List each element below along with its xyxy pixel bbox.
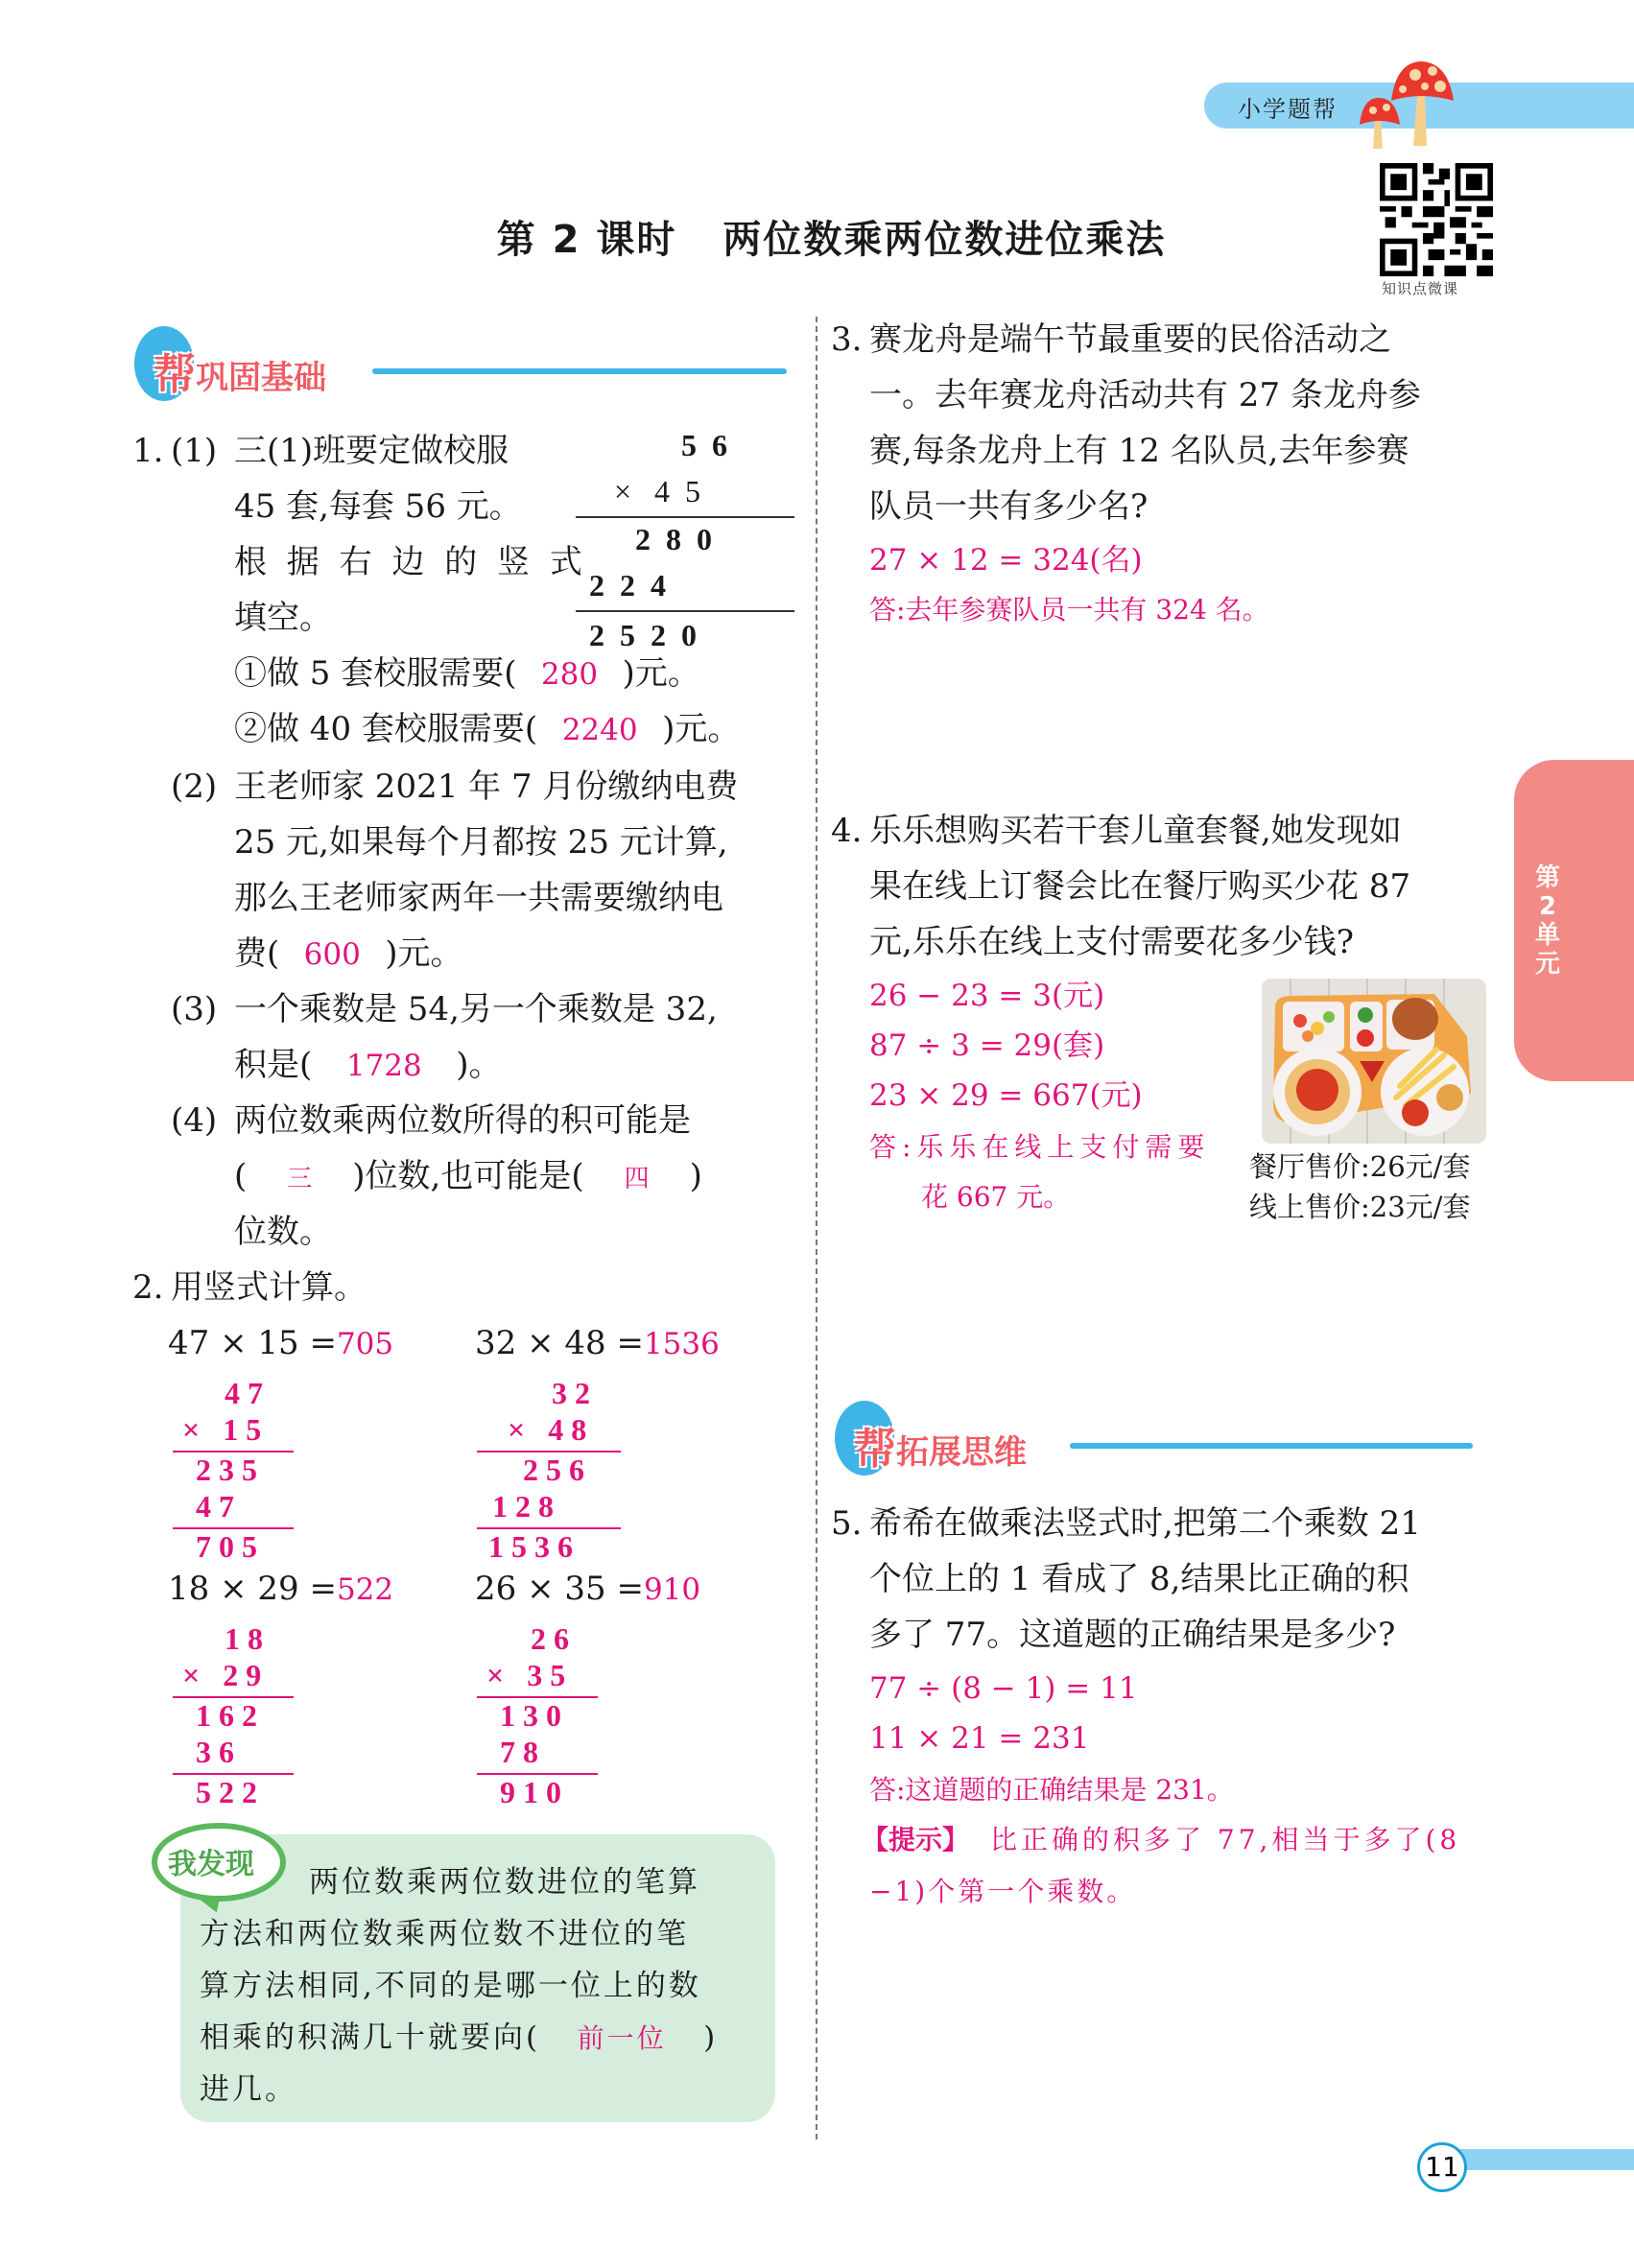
discover-line: 两位数乘两位数进位的笔算 [309,1865,700,1900]
q2-expr: 26 × 35 =910 [475,1570,701,1608]
discover-line: 方法和两位数乘两位数不进位的笔 [200,1917,689,1951]
answer-field[interactable]: 前一位 [577,2022,667,2054]
q1-p1-line: 三(1)班要定做校服 [234,432,509,470]
q5-solution: 77 ÷ (8 − 1) = 11 [869,1671,1138,1706]
q2-expr: 32 × 48 =1536 [475,1324,720,1362]
vertical-calc-18x29: 1 8 × 2 9 1 6 2 3 6 5 2 2 [173,1621,297,1813]
q2-number: 2. [132,1268,164,1307]
q5-hint: 【提示】 比正确的积多了 77,相当于多了(8 [862,1824,1461,1855]
q4-line: 果在线上订餐会比在餐厅购买少花 87 [869,867,1411,906]
q5-answer: 答:这道题的正确结果是 231。 [869,1774,1234,1806]
restaurant-price: 餐厅售价:26元/套 [1249,1150,1471,1183]
q4-line: 元,乐乐在线上支付需要花多少钱? [869,923,1355,961]
q1-p4-label: (4) [171,1101,218,1140]
mushroom-icon [1358,58,1463,149]
lesson-title: 两位数乘两位数进位乘法 [722,218,1167,262]
discover-line: 相乘的积满几十就要向( 前一位 ) [200,2019,718,2058]
page-number: 11 [1417,2142,1467,2192]
q2-prompt: 用竖式计算。 [171,1268,367,1307]
q5-hint: −1)个第一个乘数。 [869,1876,1137,1907]
q2-expr: 18 × 29 =522 [168,1570,394,1608]
q1-p4-line: 位数。 [234,1213,332,1251]
q1-p4-answer-line: ( 三 )位数,也可能是( 四 ) [234,1157,702,1198]
section-rule [1070,1443,1473,1449]
q4-answer: 花 667 元。 [921,1181,1071,1213]
q5-line: 希希在做乘法竖式时,把第二个乘数 21 [869,1504,1421,1543]
q1-p3-line: 一个乘数是 54,另一个乘数是 32, [234,990,718,1028]
q3-number: 3. [831,320,863,359]
vertical-calc-32x48: 3 2 × 4 8 2 5 6 1 2 8 1 5 3 6 [477,1376,621,1568]
discover-line: 算方法相同,不同的是哪一位上的数 [200,1969,701,2003]
qr-caption: 知识点微课 [1382,280,1459,297]
brand-name: 小学题帮 [1238,96,1338,123]
q1-p2-line: 那么王老师家两年一共需要缴纳电 [234,879,723,917]
q1-p2-label: (2) [171,768,218,806]
answer-field[interactable]: 910 [643,1572,701,1607]
q3-answer: 答:去年参赛队员一共有 324 名。 [869,594,1269,626]
q3-line: 一。去年赛龙舟活动共有 27 条龙舟参 [869,376,1421,414]
online-price: 线上售价:23元/套 [1249,1191,1471,1223]
answer-field[interactable]: 1536 [643,1327,720,1361]
q4-solution: 26 − 23 = 3(元) [869,979,1105,1013]
answer-field[interactable]: 705 [336,1327,394,1361]
q1-sub2: ②做 40 套校服需要( 2240 )元。 [234,710,741,748]
kids-meal-image [1262,979,1486,1144]
section-rule [372,368,787,374]
q1-p2-line: 25 元,如果每个月都按 25 元计算, [234,823,728,862]
q1-number: 1. [132,432,164,470]
section-header-extend: 帮拓展思维 [835,1401,1487,1487]
q3-solution: 27 × 12 = 324(名) [869,543,1143,578]
q5-line: 多了 77。这道题的正确结果是多少? [869,1616,1396,1654]
answer-field[interactable]: 522 [336,1572,394,1607]
discover-line: 进几。 [200,2072,297,2107]
q3-line: 赛龙舟是端午节最重要的民俗活动之 [869,320,1391,359]
answer-field[interactable]: 280 [540,657,599,692]
section-header-basic: 帮巩固基础 [134,326,787,413]
q1-p3-label: (3) [171,990,218,1028]
q1-p2-last: 费( 600 )元。 [234,934,463,973]
page-title [0,209,1634,264]
hint-label: 【提示】 [862,1824,970,1855]
q4-solution: 23 × 29 = 667(元) [869,1078,1143,1113]
lesson-number: 第 2 课时 [496,218,677,262]
answer-field[interactable]: 2240 [561,713,638,747]
answer-field[interactable]: 1728 [345,1049,422,1083]
q5-line: 个位上的 1 看成了 8,结果比正确的积 [869,1560,1409,1598]
q4-line: 乐乐想购买若干套儿童套餐,她发现如 [869,812,1402,850]
q5-solution: 11 × 21 = 231 [869,1721,1090,1756]
q1-p3-answer-line: 积是( 1728 )。 [234,1046,502,1084]
footer-bar [1458,2149,1634,2170]
q5-number: 5. [831,1504,863,1543]
q2-expr: 47 × 15 =705 [168,1324,394,1362]
unit-tab-label: 第 2 单 元 [1534,863,1560,979]
answer-field[interactable]: 四 [624,1165,650,1193]
q1-p1-line: 根 据 右 边 的 竖 式 [234,543,587,581]
q4-number: 4. [831,812,863,850]
q3-line: 赛,每条龙舟上有 12 名队员,去年参赛 [869,432,1409,470]
q1-sub1: ①做 5 套校服需要( 280 )元。 [234,654,700,693]
q1-p4-line: 两位数乘两位数所得的积可能是 [234,1101,691,1140]
q1-p1-line: 填空。 [234,599,332,637]
q1-p1-line: 45 套,每套 56 元。 [234,487,522,526]
column-divider [816,317,817,2139]
answer-field[interactable]: 600 [303,937,361,972]
discover-badge: 我发现 [168,1848,254,1881]
q4-answer: 答:乐乐在线上支付需要 [869,1131,1211,1163]
q1-p2-line: 王老师家 2021 年 7 月份缴纳电费 [234,768,739,806]
answer-field[interactable]: 三 [287,1165,313,1193]
q3-line: 队员一共有多少名? [869,487,1149,526]
vertical-calc-47x15: 4 7 × 1 5 2 3 5 4 7 7 0 5 [173,1376,297,1568]
vertical-calc-56x45: 5 6 × 4 5 2 8 0 2 2 4 2 5 2 0 [576,428,796,658]
vertical-calc-26x35: 2 6 × 3 5 1 3 0 7 8 9 1 0 [477,1621,602,1813]
q4-solution: 87 ÷ 3 = 29(套) [869,1028,1105,1063]
q1-p1-label: (1) [171,432,218,470]
